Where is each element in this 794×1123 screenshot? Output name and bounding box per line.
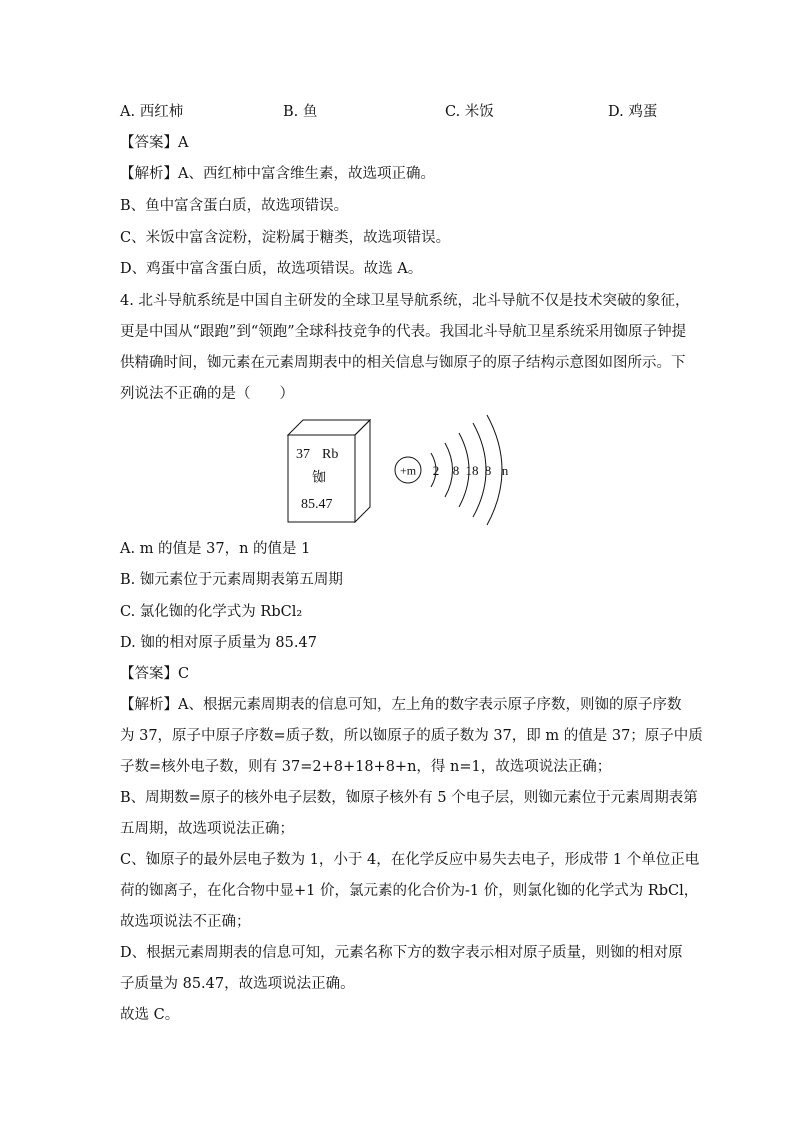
element-symbol: Rb — [322, 447, 339, 462]
q3-option-a — [120, 102, 183, 122]
q4-stem-line: 列说法不正确的是（ ） — [120, 386, 294, 402]
q3-option-letter: B. — [283, 104, 299, 120]
element-name: 铷 — [312, 470, 326, 486]
q4-analysis-line: C、铷原子的最外层电子数为 1，小于 4，在化学反应中易失去电子，形成带 1 个单位正电 — [120, 852, 700, 868]
q4-option-a: A. m 的值是 37，n 的值是 1 — [120, 541, 311, 557]
q3-analysis-line: D、鸡蛋中富含蛋白质，故选项错误。故选 A。 — [120, 261, 423, 277]
q3-option-text: 西红柿 — [139, 104, 184, 120]
q4-analysis-line: 故选 C。 — [120, 1007, 180, 1023]
q4-analysis-line: 荷的铷离子，在化合物中显+1 价，氯元素的化合价为-1 价，则氯化铷的化学式为 RbCl， — [120, 883, 699, 899]
q3-option-text: 鸡蛋 — [628, 104, 658, 120]
q3-answer: 【答案】A — [120, 135, 189, 151]
q3-option-b — [283, 102, 317, 122]
q4-analysis-line: 五周期，故选项说法正确； — [120, 821, 294, 837]
q4-stem-line: 供精确时间，铷元素在元素周期表中的相关信息与铷原子的原子结构示意图如图所示。下 — [120, 355, 686, 371]
shell-electrons: 8 — [452, 463, 460, 478]
shell-electrons: 8 — [484, 463, 492, 478]
q3-analysis-line: B、鱼中富含蛋白质，故选项错误。 — [120, 198, 349, 214]
q4-analysis-line: D、根据元素周期表的信息可知，元素名称下方的数字表示相对原子质量，则铷的相对原 — [120, 945, 683, 961]
q3-option-letter: A. — [120, 104, 136, 120]
q4-analysis-line: 子数=核外电子数，则有 37=2+8+18+8+n，得 n=1，故选项说法正确； — [120, 759, 612, 775]
q4-analysis-line: 故选项说法不正确； — [120, 914, 251, 930]
q3-option-letter: C. — [445, 104, 461, 120]
shell-electrons: n — [501, 463, 509, 478]
q4-answer: 【答案】C — [120, 666, 190, 682]
q4-stem-line: 更是中国从“跟跑”到“领跑”全球科技竞争的代表。我国北斗导航卫星系统采用铷原子钟提 — [120, 324, 687, 340]
rubidium-figure — [285, 410, 515, 532]
q4-analysis-line: 为 37，原子中原子序数=质子数，所以铷原子的质子数为 37，即 m 的值是 37；原子中质 — [120, 728, 703, 744]
q4-option-d: D. 铷的相对原子质量为 85.47 — [120, 635, 317, 651]
q4-stem-line: 4. 北斗导航系统是中国自主研发的全球卫星导航系统，北斗导航不仅是技术突破的象征， — [120, 293, 690, 309]
atom-structure — [395, 415, 509, 525]
nucleus-charge: +m — [399, 463, 417, 478]
electron-shell-arc — [445, 443, 453, 497]
q3-analysis-line: 【解析】A、西红柿中富含维生素，故选项正确。 — [120, 166, 435, 182]
q3-option-d — [608, 102, 657, 122]
q4-option-c: C. 氯化铷的化学式为 RbCl₂ — [120, 604, 303, 620]
q3-option-text: 鱼 — [302, 104, 318, 120]
q4-analysis-line: 子质量为 85.47，故选项说法正确。 — [120, 976, 355, 992]
q3-option-letter: D. — [608, 104, 624, 120]
q4-option-b: B. 铷元素位于元素周期表第五周期 — [120, 572, 343, 588]
shell-electrons: 2 — [432, 463, 440, 478]
q3-option-c — [445, 102, 494, 122]
q3-analysis-line: C、米饭中富含淀粉，淀粉属于糖类，故选项错误。 — [120, 230, 451, 246]
q4-analysis-line: 【解析】A、根据元素周期表的信息可知，左上角的数字表示原子序数，则铷的原子序数 — [120, 697, 682, 713]
atomic-number: 37 — [296, 447, 310, 462]
q4-analysis-line: B、周期数=原子的核外电子层数，铷原子核外有 5 个电子层，则铷元素位于元素周期表第 — [120, 790, 698, 806]
shell-electrons: 18 — [465, 463, 479, 478]
atomic-mass: 85.47 — [301, 497, 333, 512]
q3-option-text: 米饭 — [464, 104, 494, 120]
